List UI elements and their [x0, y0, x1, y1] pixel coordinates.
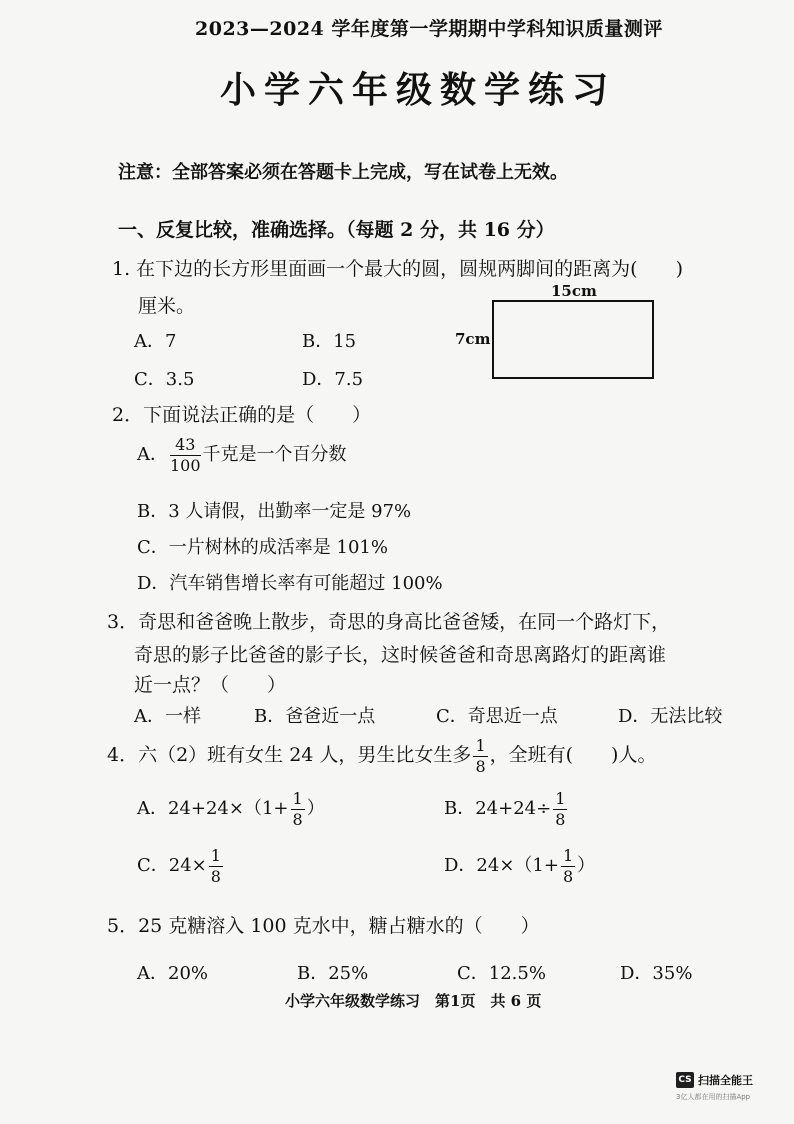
q4-option-b — [444, 790, 569, 828]
rect-height-label: 7cm — [455, 330, 491, 348]
fraction-numerator: 1 — [475, 736, 486, 755]
q2-option-c: C．一片树林的成活率是 101% — [137, 537, 388, 558]
q1-option-b: B．15 — [302, 331, 357, 352]
q4-stem — [107, 737, 656, 775]
fraction-denominator: 8 — [555, 809, 566, 829]
page-title: 小学六年级数学练习 — [220, 69, 617, 111]
q5-option-c: C．12.5% — [457, 963, 546, 984]
rect-width-label: 15cm — [551, 282, 597, 300]
fraction-numerator: 1 — [210, 846, 221, 865]
q3-option-b: B．爸爸近一点 — [254, 706, 376, 727]
fraction-1-8 — [473, 737, 487, 775]
q4-option-b-prefix: B．24+24÷ — [444, 798, 552, 820]
scanner-watermark — [676, 1072, 753, 1088]
q2-option-a-prefix: A． — [137, 444, 168, 466]
q3-option-c: C．奇思近一点 — [436, 706, 558, 727]
q2-stem: 2．下面说法正确的是（ ） — [112, 404, 372, 426]
q1-line1: 1. 在下边的长方形里面画一个最大的圆，圆规两脚间的距离为( ) — [112, 258, 683, 280]
q2-option-a — [137, 436, 347, 474]
q2-option-b: B．3 人请假，出勤率一定是 97% — [137, 501, 412, 522]
q1-option-a: A．7 — [134, 331, 177, 352]
fraction-numerator: 1 — [562, 846, 574, 865]
q4-option-c — [137, 847, 225, 885]
section-heading: 一、反复比较，准确选择。（每题 2 分，共 16 分） — [118, 219, 555, 241]
scanner-tagline: 3亿人都在用的扫描App — [676, 1093, 751, 1101]
fraction-1-8 — [209, 847, 223, 885]
fraction-denominator: 8 — [562, 866, 574, 886]
q4-option-d-suffix: ） — [577, 855, 596, 877]
q3-option-d: D．无法比较 — [618, 706, 723, 727]
q3-line2: 奇思的影子比爸爸的影子长，这时候爸爸和奇思离路灯的距离谁 — [134, 644, 667, 666]
q5-option-a: A．20% — [137, 963, 209, 984]
fraction-43-100 — [170, 436, 201, 474]
q2-option-a-suffix: 千克是一个百分数 — [202, 444, 347, 466]
scanner-app-name: 扫描全能王 — [698, 1074, 753, 1087]
q4-option-c-prefix: C．24× — [137, 855, 207, 877]
fraction-numerator: 1 — [555, 789, 566, 808]
exam-header: 2023—2024 学年度第一学期期中学科知识质量测评 — [195, 18, 663, 40]
camscanner-logo-icon: CS — [676, 1072, 694, 1088]
fraction-numerator: 1 — [292, 789, 303, 808]
fraction-denominator: 100 — [170, 455, 201, 475]
q4-option-a — [137, 790, 325, 828]
rectangle-figure — [492, 300, 654, 379]
instruction-note: 注意：全部答案必须在答题卡上完成，写在试卷上无效。 — [118, 162, 568, 183]
q4-stem-suffix: ，全班有( )人。 — [489, 744, 657, 767]
q5-option-b: B．25% — [297, 963, 369, 984]
q4-option-a-suffix: ） — [306, 798, 325, 820]
q3-line1: 3．奇思和爸爸晚上散步，奇思的身高比爸爸矮，在同一个路灯下， — [107, 611, 671, 633]
q4-option-d — [444, 847, 595, 885]
q5-option-d: D．35% — [620, 963, 693, 984]
fraction-denominator: 8 — [475, 756, 486, 776]
q1-option-c: C．3.5 — [134, 369, 195, 390]
fraction-denominator: 8 — [292, 809, 303, 829]
fraction-1-8 — [553, 790, 567, 828]
q2-option-d: D．汽车销售增长率有可能超过 100% — [137, 573, 443, 594]
q3-option-a: A．一样 — [134, 706, 201, 727]
page-footer: 小学六年级数学练习 第1页 共 6 页 — [285, 992, 542, 1010]
fraction-numerator: 43 — [170, 436, 201, 456]
fraction-1-8 — [291, 790, 305, 828]
q1-line2: 厘米。 — [138, 295, 196, 317]
q1-option-d: D．7.5 — [302, 369, 364, 390]
q4-stem-prefix: 4．六（2）班有女生 24 人，男生比女生多 — [107, 744, 472, 767]
fraction-denominator: 8 — [210, 866, 221, 886]
q4-option-d-prefix: D．24×（1+ — [444, 855, 559, 877]
q4-option-a-prefix: A．24+24×（1+ — [137, 798, 289, 820]
q3-line3: 近一点？（ ） — [134, 674, 287, 696]
fraction-1-8 — [561, 847, 575, 885]
q5-stem: 5．25 克糖溶入 100 克水中，糖占糖水的（ ） — [107, 915, 540, 937]
